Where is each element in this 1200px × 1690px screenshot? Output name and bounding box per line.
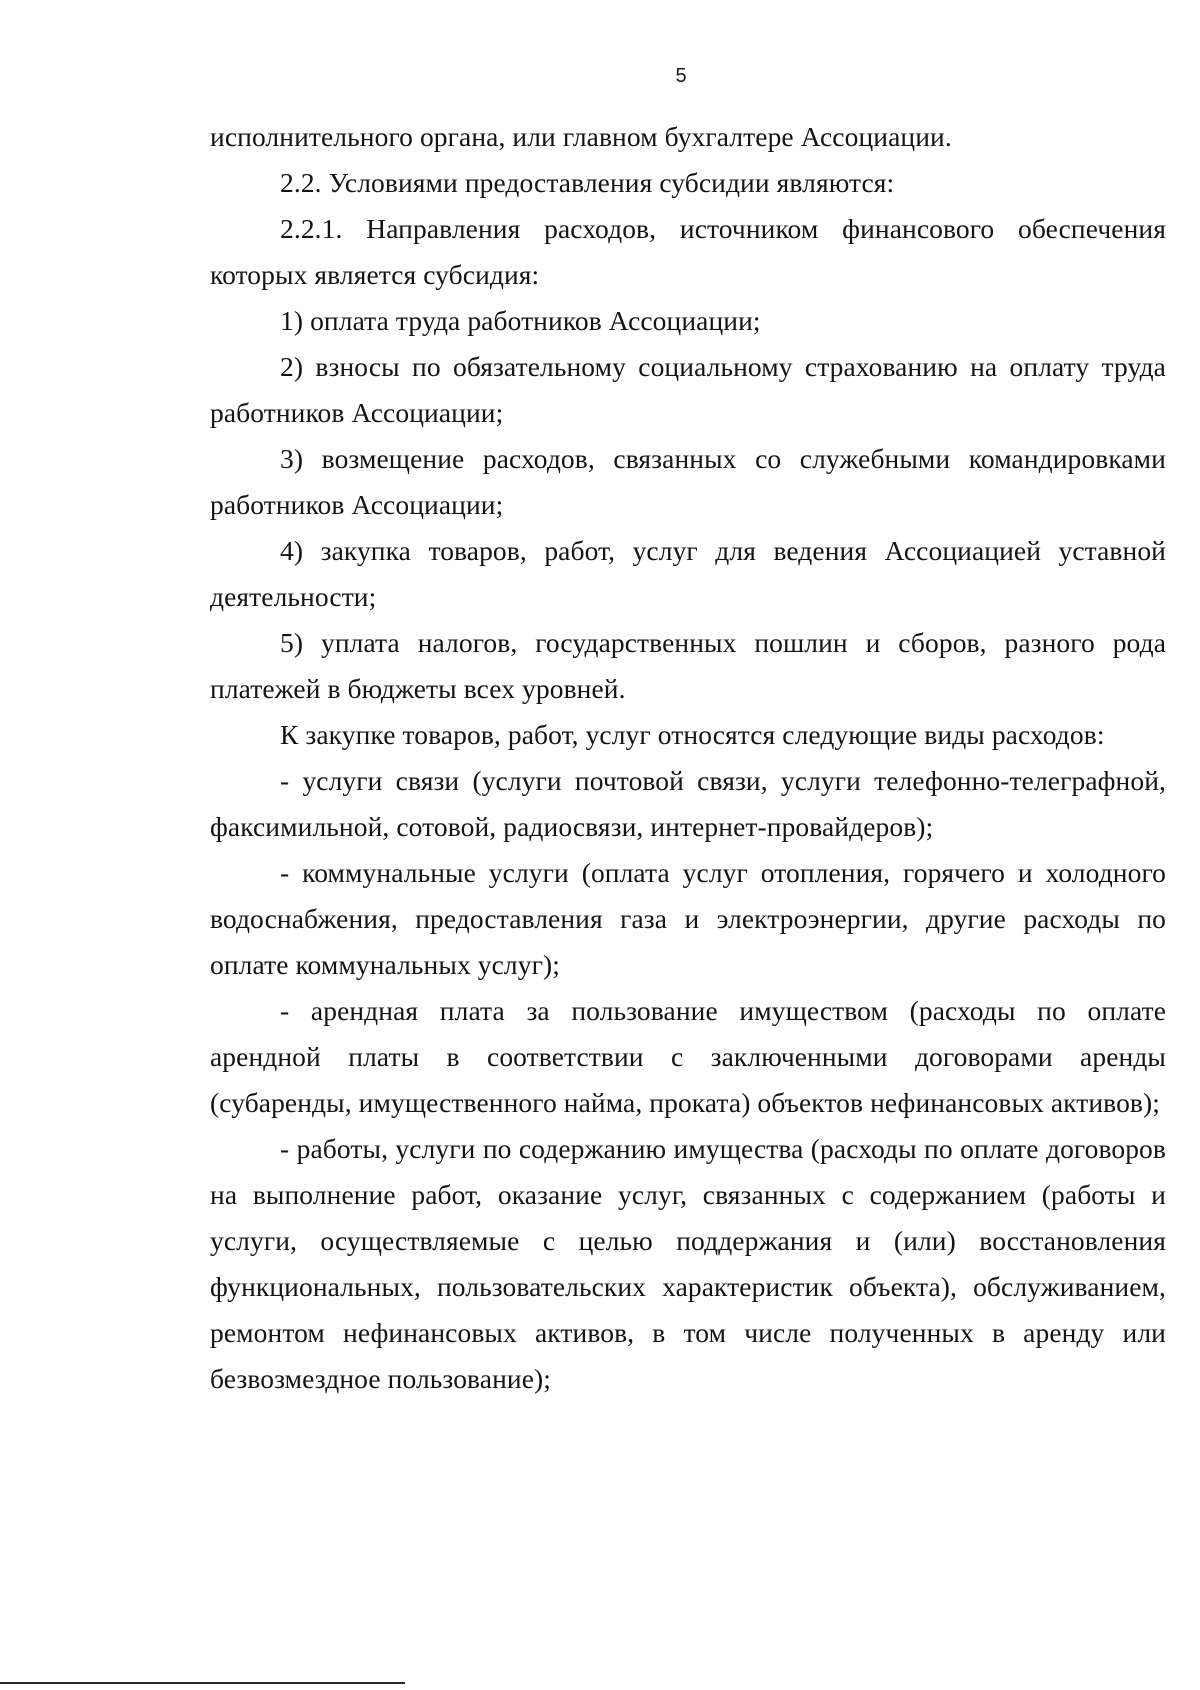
footer-rule [0, 1682, 405, 1684]
list-item: 4) закупка товаров, работ, услуг для ведения Ассоциацией уставной деятельности; [210, 535, 1166, 612]
paragraph: исполнительного органа, или главном бухгалтере Ассоциации. [210, 121, 952, 152]
paragraph: К закупке товаров, работ, услуг относятся следующие виды расходов: [280, 719, 1105, 750]
list-item: 2) взносы по обязательному социальному страхованию на оплату труда работников Ассоциации; [210, 351, 1166, 428]
list-item: - работы, услуги по содержанию имущества (расходы по оплате договоров на выполнение работ, оказание услуг, связанных с содержанием (работы и услуги, осуществляемые с целью поддержания и (или) восстановления функциональных, пользовательских характеристик объекта), обслуживанием, ремонтом нефинансовых активов, в том числе полученных в аренду или безвозмездное пользование); [210, 1133, 1166, 1394]
paragraph: 2.2.1. Направления расходов, источником финансового обеспечения которых является субсидия: [210, 213, 1166, 290]
list-item: - услуги связи (услуги почтовой связи, услуги телефонно-телеграфной, факсимильной, сотовой, радиосвязи, интернет-провайдеров); [210, 765, 1166, 842]
paragraph: 2.2. Условиями предоставления субсидии являются: [280, 167, 895, 198]
list-item: 5) уплата налогов, государственных пошлин и сборов, разного рода платежей в бюджеты всех уровней. [210, 627, 1166, 704]
list-item: 3) возмещение расходов, связанных со служебными командировками работников Ассоциации; [210, 443, 1166, 520]
list-item: - арендная плата за пользование имуществом (расходы по оплате арендной платы в соответствии с заключенными договорами аренды (субаренды, имущественного найма, проката) объектов нефинансовых активов); [210, 995, 1166, 1118]
page-number: 5 [675, 65, 687, 87]
document-body [210, 114, 1166, 1402]
list-item: 1) оплата труда работников Ассоциации; [280, 305, 761, 336]
list-item: - коммунальные услуги (оплата услуг отопления, горячего и холодного водоснабжения, предоставления газа и электроэнергии, другие расходы по оплате коммунальных услуг); [210, 857, 1166, 980]
